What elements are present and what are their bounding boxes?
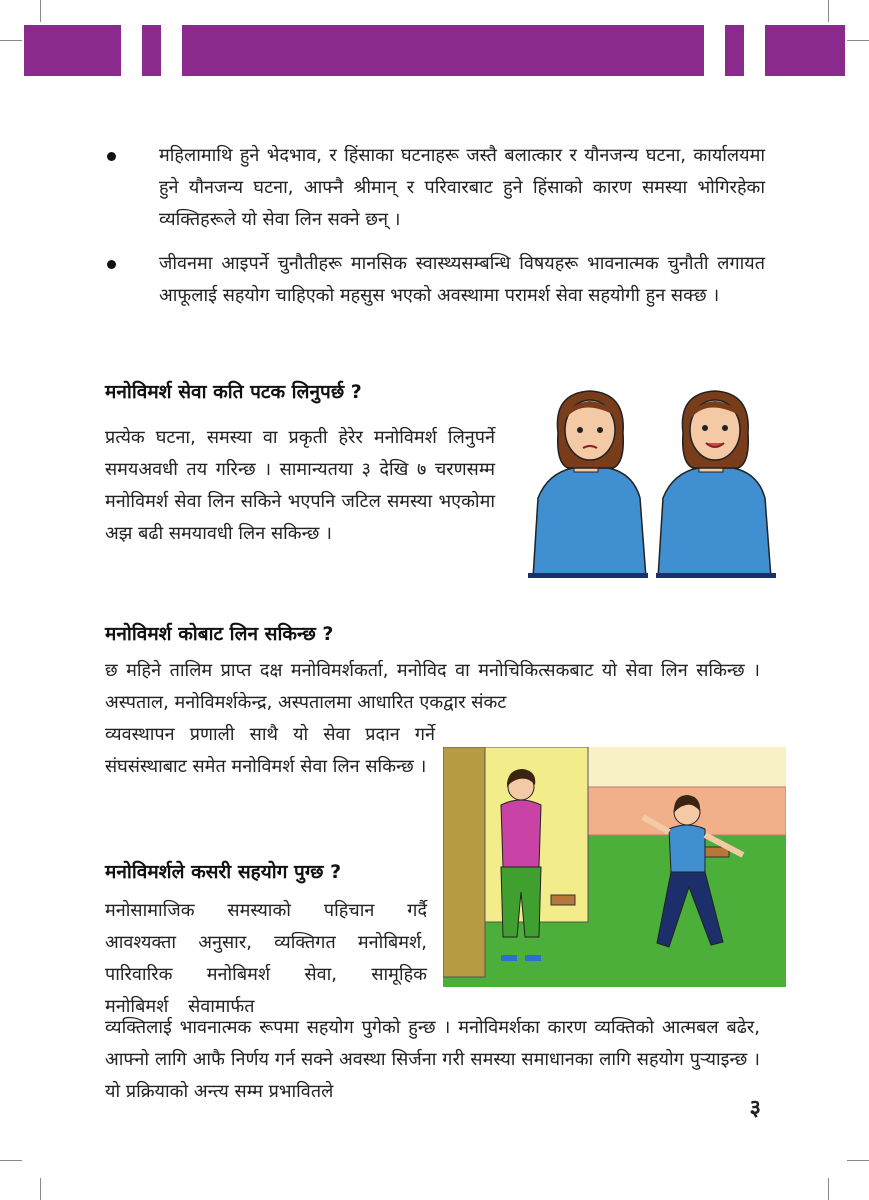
- sad-woman-figure: [528, 391, 648, 578]
- crop-mark: [847, 40, 869, 41]
- header-band-small-right: [725, 25, 744, 76]
- crop-mark: [0, 40, 22, 41]
- header-band-left: [24, 25, 121, 76]
- header-band-right: [765, 25, 845, 76]
- bullet-icon: [107, 152, 116, 161]
- happy-woman-figure: [656, 391, 776, 578]
- crop-mark: [828, 1178, 829, 1200]
- crop-mark: [0, 1160, 22, 1161]
- crop-mark: [828, 0, 829, 22]
- courtyard-illustration: [443, 747, 786, 987]
- section-body-frequency: प्रत्येक घटना, समस्या वा प्रकृती हेरेर मनोविमर्श लिनुपर्ने समयअवधी तय गरिन्छ । सामान्यतया ३ देखि ७ चरणसम्म मनोविमर्श सेवा लिन सकिने भएपनि जटिल समस्या भएकोमा अझ बढी समयावधी लिन सकिन्छ ।: [105, 427, 495, 544]
- crop-mark: [847, 1160, 869, 1161]
- bullet-text: जीवनमा आइपर्ने चुनौतीहरू मानसिक स्वास्थ्यसम्बन्धि विषयहरू भावनात्मक चुनौती लगायत आफूलाई सहयोग चाहिएको महसुस भएको अवस्थामा परामर्श सेवा सहयोगी हुन सक्छ ।: [159, 253, 765, 306]
- section-body-help: व्यक्तिलाई भावनात्मक रूपमा सहयोग पुगेको हुन्छ । मनोविमर्शका कारण व्यक्तिको आत्मबल बढेर, आफ्नो लागि आफै निर्णय गर्न सक्ने अवस्था सिर्जना गरी समस्या समाधानका लागि सहयोग पुर्‍याइन्छ । यो प्रक्रियाको अन्त्य सम्म प्रभावितले: [105, 1017, 760, 1102]
- crop-mark: [40, 0, 41, 22]
- header-band-small-left: [142, 25, 161, 76]
- section-heading-frequency: मनोविमर्श सेवा कति पटक लिनुपर्छ ?: [105, 381, 362, 403]
- section-heading-help: मनोविमर्शले कसरी सहयोग पुग्छ ?: [105, 861, 342, 883]
- list-item: [105, 248, 765, 312]
- section-body-source: छ महिने तालिम प्राप्त दक्ष मनोविमर्शकर्ता, मनोविद वा मनोचिकित्सकबाट यो सेवा लिन सकिन्छ । अस्पताल, मनोविमर्शकेन्द्र, अस्पतालमा आधारित एकद्वार संकट: [105, 660, 760, 713]
- section-body-help-wrap: मनोसामाजिक समस्याको पहिचान गर्दै आवश्यक्ता अनुसार, व्यक्तिगत मनोबिमर्श, पारिवारिक मनोबिमर्श सेवा, सामूहिक मनोबिमर्श सेवामार्फत: [105, 900, 427, 1017]
- two-women-illustration: [528, 388, 778, 578]
- bullet-icon: [107, 260, 116, 269]
- list-item: [105, 140, 765, 236]
- crop-mark: [40, 1178, 41, 1200]
- page-number: ३: [749, 1096, 761, 1121]
- header-band-center: [182, 25, 704, 76]
- bullet-text: महिलामाथि हुने भेदभाव, र हिंसाका घटनाहरू जस्तै बलात्कार र यौनजन्य घटना, कार्यालयमा हुने यौनजन्य घटना, आफ्नै श्रीमान् र परिवारबाट हुने हिंसाको कारण समस्या भोगिरहेका व्यक्तिहरूले यो सेवा लिन सक्ने छन् ।: [159, 145, 765, 230]
- section-body-source-wrap: व्यवस्थापन प्रणाली साथै यो सेवा प्रदान गर्ने संघसंस्थाबाट समेत मनोविमर्श सेवा लिन सकिन्छ ।: [105, 724, 435, 777]
- section-heading-source: मनोविमर्श कोबाट लिन सकिन्छ ?: [105, 623, 334, 645]
- bullet-list: [105, 140, 765, 324]
